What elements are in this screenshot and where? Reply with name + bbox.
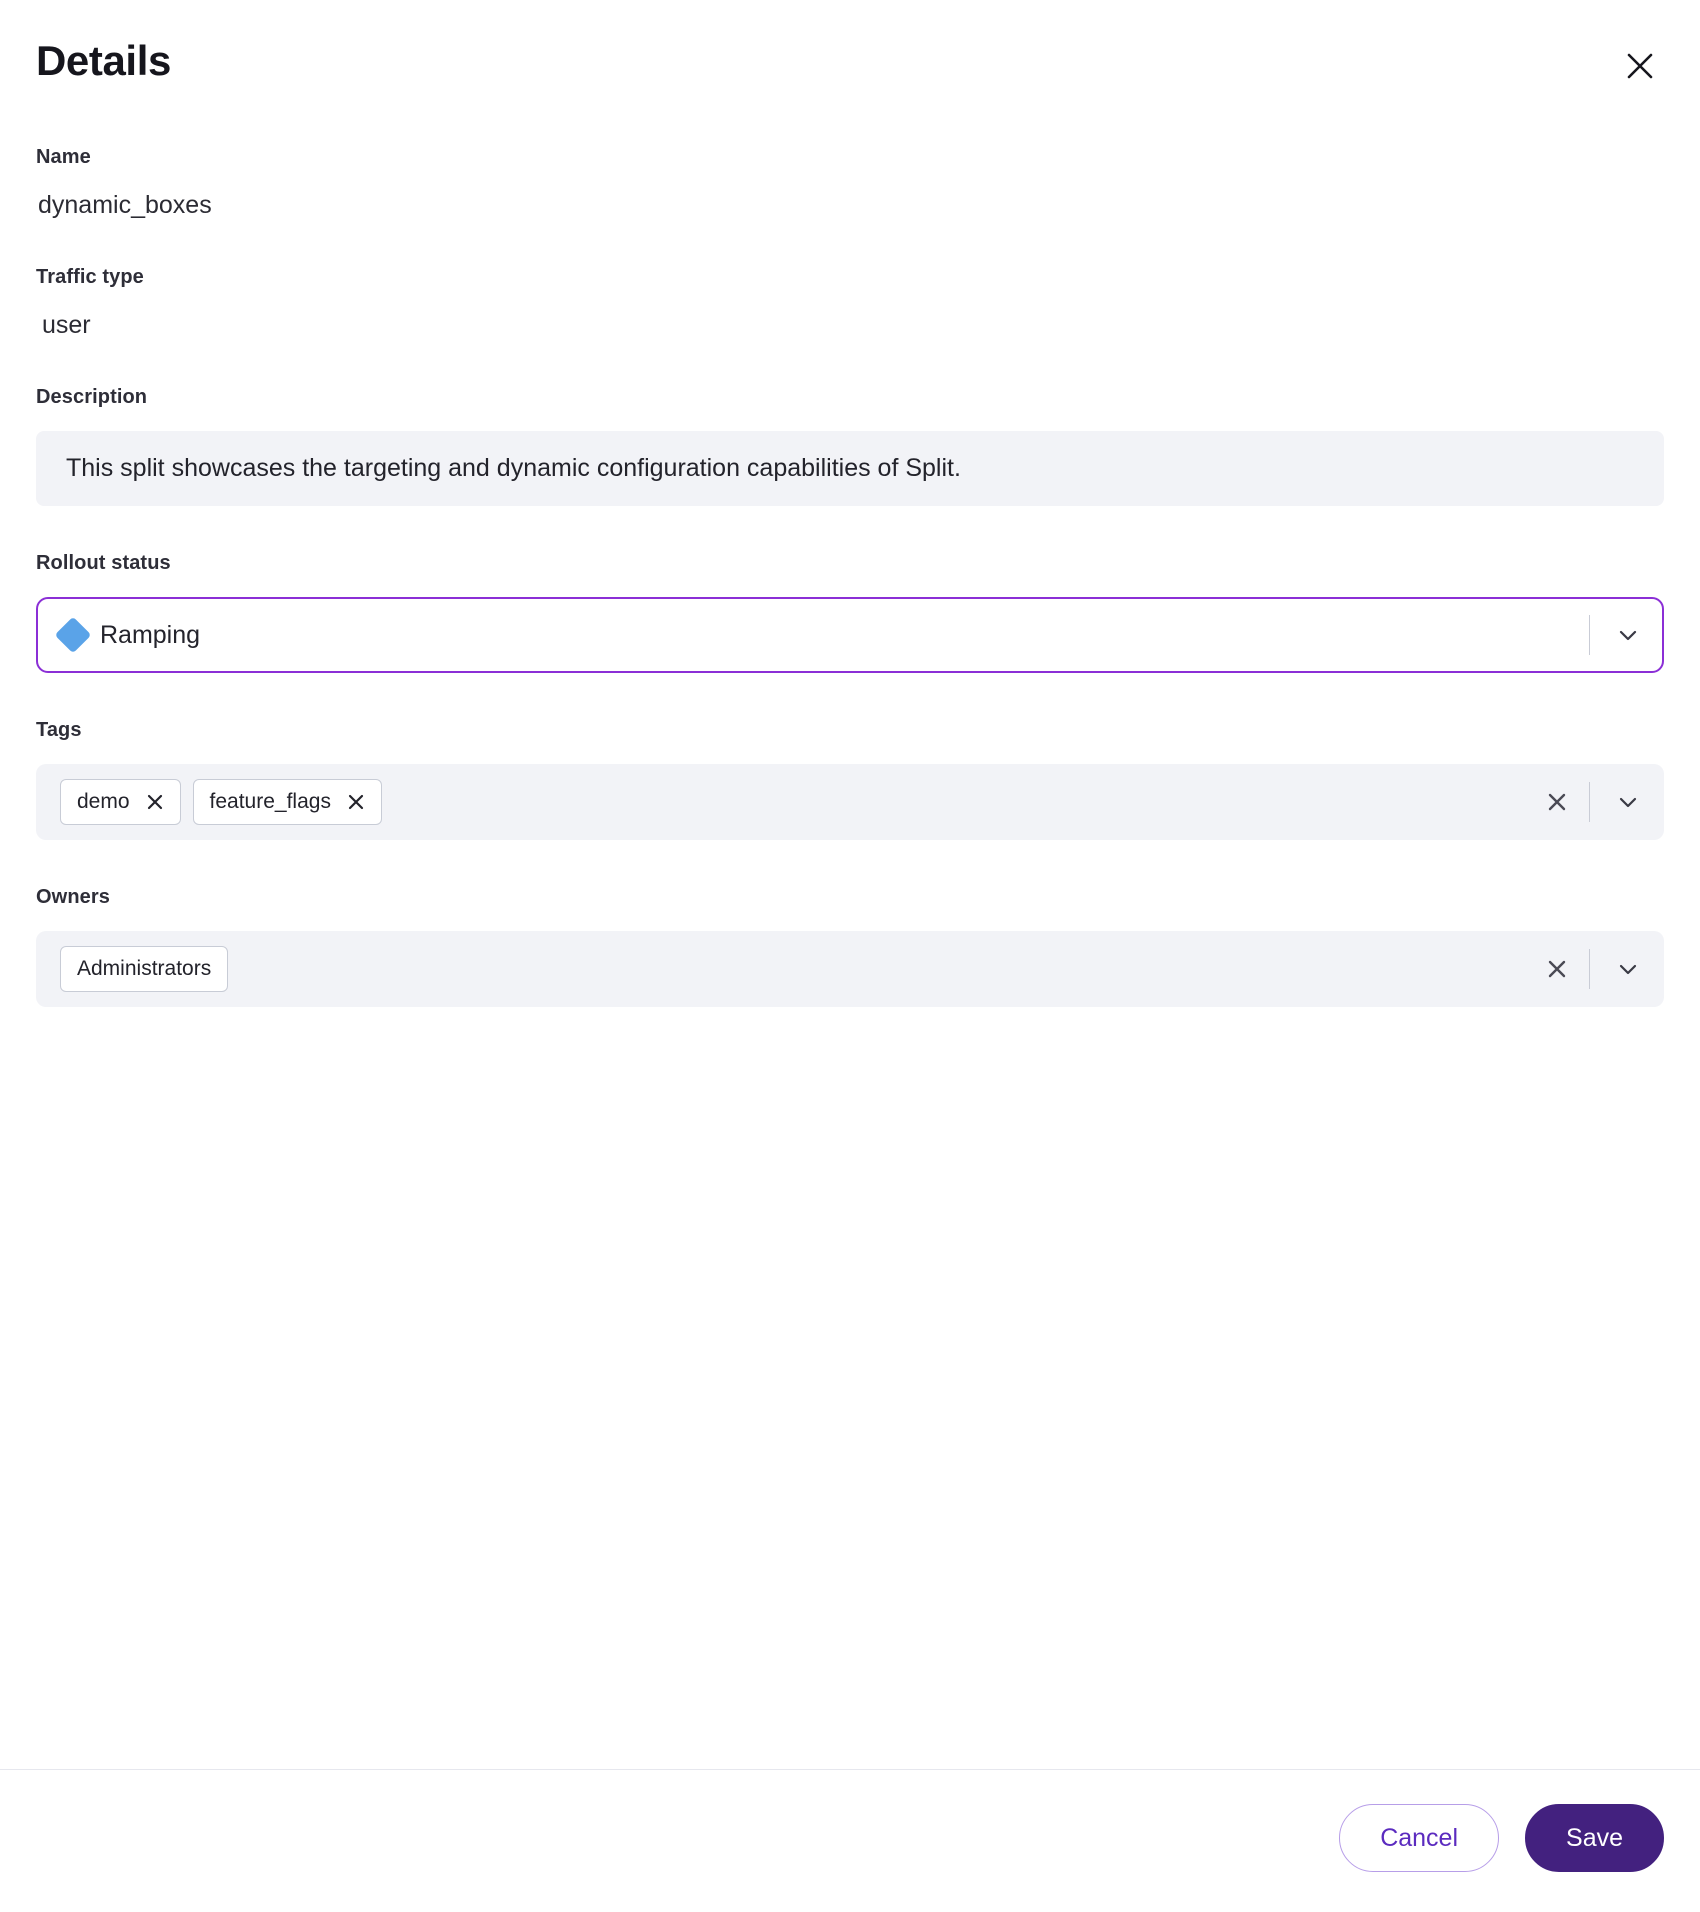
select-divider (1589, 782, 1590, 822)
close-button[interactable] (1618, 44, 1662, 88)
close-icon (1625, 51, 1655, 81)
owner-chip[interactable] (60, 946, 228, 992)
rollout-status-field (36, 552, 1664, 673)
traffic-type-label: Traffic type (36, 266, 144, 288)
owners-select[interactable] (36, 931, 1664, 1007)
traffic-type-value: user (42, 311, 91, 339)
owners-chevron-down-icon[interactable] (1604, 945, 1652, 993)
tag-chip-label: feature_flags (209, 790, 331, 814)
tags-label: Tags (36, 719, 82, 742)
description-input[interactable]: This split showcases the targeting and dynamic configuration capabilities of Split. (36, 431, 1664, 506)
tag-chip-label: demo (77, 790, 130, 814)
owners-chip-list (60, 946, 1533, 992)
tag-chip[interactable] (193, 779, 382, 825)
owners-clear-icon[interactable] (1533, 945, 1581, 993)
panel-header (36, 37, 1664, 88)
rollout-status-select[interactable] (36, 597, 1664, 673)
rollout-status-chevron-down-icon[interactable] (1604, 611, 1652, 659)
rollout-status-label: Rollout status (36, 552, 171, 575)
owner-chip-label: Administrators (77, 957, 212, 981)
name-field (36, 146, 1664, 220)
name-value: dynamic_boxes (38, 191, 212, 219)
owners-label: Owners (36, 886, 110, 909)
owners-field (36, 886, 1664, 1007)
tag-chip[interactable] (60, 779, 181, 825)
tags-chevron-down-icon[interactable] (1604, 778, 1652, 826)
tags-field (36, 719, 1664, 840)
rollout-status-selected (60, 621, 1581, 650)
cancel-button[interactable]: Cancel (1339, 1804, 1499, 1872)
rollout-status-value: Ramping (100, 620, 201, 649)
traffic-type-field (36, 266, 1664, 340)
tags-select[interactable] (36, 764, 1664, 840)
select-divider (1589, 615, 1590, 655)
tag-chip-remove-icon[interactable] (144, 791, 166, 813)
save-button[interactable]: Save (1525, 1804, 1664, 1872)
tags-clear-icon[interactable] (1533, 778, 1581, 826)
tags-chip-list (60, 779, 1533, 825)
panel-footer (0, 1769, 1700, 1912)
page-title: Details (36, 37, 171, 84)
name-label: Name (36, 146, 91, 168)
description-label: Description (36, 386, 148, 408)
status-diamond-icon (55, 617, 92, 654)
select-divider (1589, 949, 1590, 989)
tag-chip-remove-icon[interactable] (345, 791, 367, 813)
description-field (36, 386, 1664, 506)
